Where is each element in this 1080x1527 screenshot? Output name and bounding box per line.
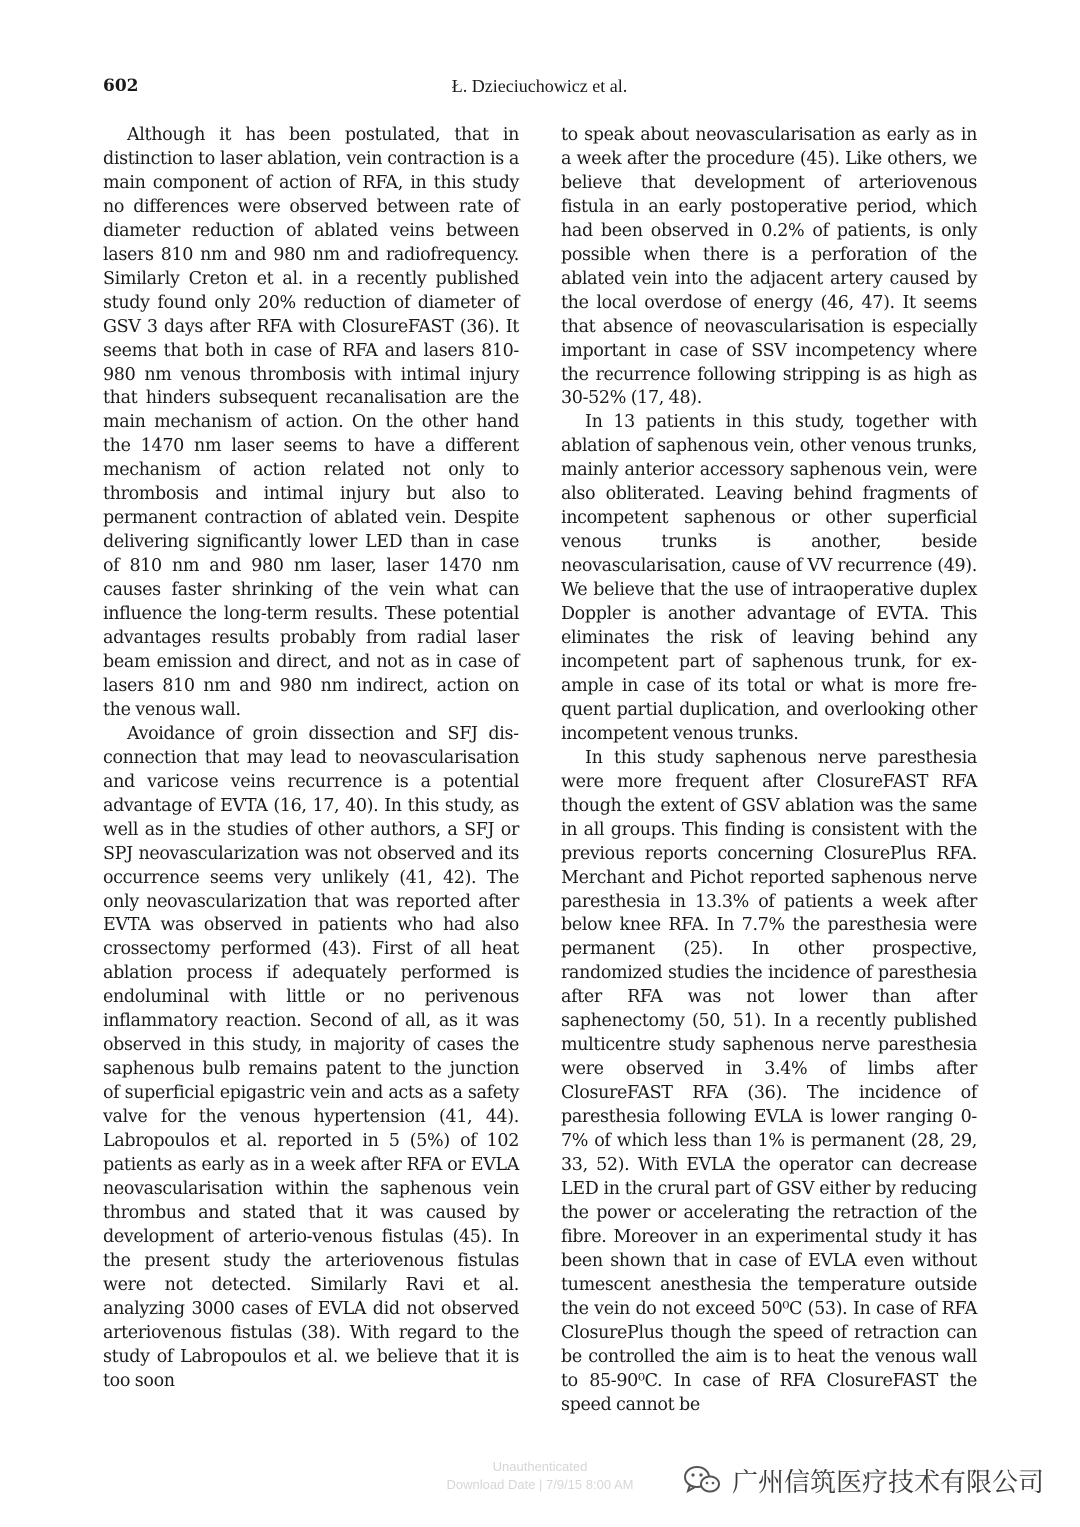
paragraph: Avoidance of groin dissection and SFJ disconnection that may lead to neovascularisation and varicose veins recurrence is a potential advantage of EVTA (16, 17, 40). In this study, as well as in the studies of other authors, a SFJ or SPJ neovascularization was not observed and its occurrence seems very unlikely (41, 42). The only neovascularization that was reported after EVTA was observed in patients who had also crossectomy performed (43). First of all heat ablation process if adequately performed is endoluminal with little or no perivenous inflammatory reaction. Second of all, as it was observed in this study, in majority of cases the saphenous bulb remains patent to the junction of superficial epigastric vein and acts as a safety valve for the venous hypertension (41, 44). Labropoulos et al. reported in 5 (5%) of 102 patients as early as in a week after RFA or EVLA neovascularisation within the saphenous vein thrombus and stated that it was caused by development of arterio-venous fistulas (45). In the present study the arteriovenous fistulas were not detected. Similarly Ravi et al. analyzing 3000 cases of EVLA did not observed arteriovenous fistulas (38). With regard to the study of Labropoulos et al. we believe that it is too soon — [103, 723, 519, 1391]
body-columns — [103, 124, 977, 1424]
page-header — [103, 72, 976, 100]
paragraph: to speak about neovascularisation as early as in a week after the procedure (45). Like others, we believe that development of arteriovenous fistula in an early postoperative period, which had been observed in 0.2% of patients, is only possible when there is a perforation of the ablated vein into the adjacent artery caused by the local overdose of energy (46, 47). It seems that absence of neovascularisation is especially important in case of SSV incompetency where the recurrence following stripping is as high as 30-52% (17, 48). — [561, 125, 977, 409]
running-head: Ł. Dzieciuchowicz et al. — [451, 76, 628, 96]
brand-name: 广州信筑医疗技术有限公司 — [731, 1467, 1044, 1498]
right-column — [561, 124, 977, 1417]
watermark-line: Download Date | 7/9/15 8:00 AM — [446, 1477, 634, 1492]
watermark-line: Unauthenticated — [492, 1459, 588, 1474]
download-watermark — [430, 1458, 650, 1494]
left-column — [103, 124, 519, 1394]
paragraph: In this study saphenous nerve paresthesia were more frequent after ClosureFAST RFA though the extent of GSV ablation was the same in all groups. This finding is consistent with the previous reports concerning ClosurePlus RFA. Merchant and Pichot reported saphenous nerve paresthesia in 13.3% of patients a week after below knee RFA. In 7.7% the paresthesia were permanent (25). In other prospective, randomized studies the incidence of paresthesia after RFA was not lower than after saphenectomy (50, 51). In a recently published multicentre study saphenous nerve paresthesia were observed in 3.4% of limbs after ClosureFAST RFA (36). The incidence of paresthesia following EVLA is lower ranging 0-7% of which less than 1% is permanent (28, 29, 33, 52). With EVLA the operator can decrease LED in the crural part of GSV either by reducing the power or accelerating the retraction of the fibre. Moreover in an experimental study it has been shown that in case of EVLA even without tumescent anesthesia the temperature outside the vein do not exceed 50⁰C (53). In case of RFA ClosurePlus though the speed of retraction can be controlled the aim is to heat the venous wall to 85-90⁰C. In case of RFA ClosureFAST the speed cannot be — [561, 747, 977, 1415]
wechat-icon — [682, 1464, 722, 1496]
page-number: 602 — [103, 76, 139, 96]
paragraph: Although it has been postulated, that in distinction to laser ablation, vein contraction is a main component of action of RFA, in this study no differences were observed between rate of diameter reduction of ablated veins between lasers 810 nm and 980 nm and radiofrequency. Similarly Creton et al. in a recently published study found only 20% reduction of diameter of GSV 3 days after RFA with ClosureFAST (36). It seems that both in case of RFA and lasers 810-980 nm venous thrombosis with intimal injury that hinders subsequent recanalisation are the main mechanism of action. On the other hand the 1470 nm laser seems to have a different mechanism of action related not only to thrombosis and intimal injury but also to permanent contraction of ablated vein. Despite delivering significantly lower LED than in case of 810 nm and 980 nm laser, laser 1470 nm causes faster shrinking of the vein what can influence the long-term results. These potential advantages results probably from radial laser beam emission and direct, and not as in case of lasers 810 nm and 980 nm indirect, action on the venous wall. — [103, 125, 519, 720]
brand-signature — [682, 1460, 1044, 1500]
paragraph: In 13 patients in this study, together with ablation of saphenous vein, other venous trunks, mainly anterior accessory saphenous vein, were also obliterated. Leaving behind fragments of incompetent saphenous or other superficial venous trunks is another, beside neovascularisation, cause of VV recurrence (49). We believe that the use of intraoperative duplex Doppler is another advantage of EVTA. This eliminates the risk of leaving behind any incompetent part of saphenous trunk, for example in case of its total or what is more frequent partial duplication, and overlooking other incompetent venous trunks. — [561, 412, 977, 744]
